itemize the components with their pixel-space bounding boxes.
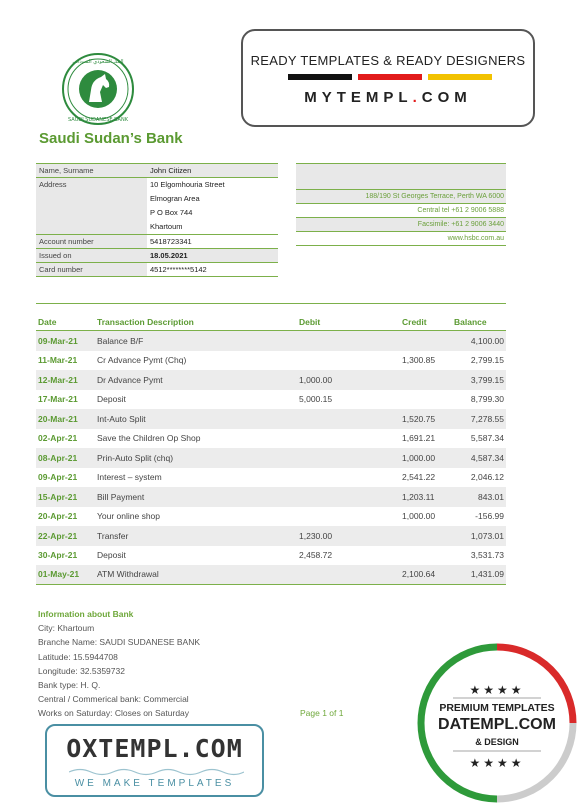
info-row-address: Address 10 Elgomhouria Street Elmogran Area P O Box 744 Khartoum: [36, 178, 278, 235]
row-balance: 4,587.34: [470, 452, 504, 463]
row-balance: 7,278.55: [470, 413, 504, 424]
header-debit: Debit: [299, 317, 321, 327]
contact-website: www.hsbc.com.au: [296, 232, 506, 246]
row-description: Save the Children Op Shop: [97, 433, 201, 444]
watermark-site: MYTEMPL.COM: [304, 89, 472, 106]
table-row: [36, 429, 506, 449]
bank-name: Saudi Sudan’s Bank: [39, 130, 183, 147]
row-description: Balance B/F: [97, 335, 144, 346]
row-description: Deposit: [97, 550, 126, 561]
info-row-name: Name, Surname John Citizen: [36, 163, 278, 178]
table-row: [36, 507, 506, 527]
about-line: Latitude: 15.5944708: [38, 651, 118, 662]
page-number: Page 1 of 1: [300, 708, 344, 718]
table-row: [36, 526, 506, 546]
customer-info-table: [36, 163, 278, 277]
seal-stars-bottom: ★★★★: [469, 756, 525, 770]
row-description: Dr Advance Pymt: [97, 374, 163, 385]
row-balance: 1,431.09: [470, 569, 504, 580]
row-debit: 2,458.72: [299, 550, 333, 561]
svg-text:البنك السعودي السوداني: البنك السعودي السوداني: [72, 59, 124, 65]
row-debit: 5,000.15: [299, 394, 333, 405]
transactions-body: [36, 331, 506, 585]
wave-icon: [69, 767, 244, 777]
row-credit: 1,000.00: [402, 452, 436, 463]
about-line: Works on Saturday: Closes on Saturday: [38, 708, 190, 719]
header-date: Date: [38, 317, 57, 327]
table-row: [36, 565, 506, 585]
row-description: Cr Advance Pymt (Chq): [97, 355, 187, 366]
row-credit: 2,541.22: [402, 472, 436, 483]
about-line: Longitude: 32.5359732: [38, 665, 125, 676]
row-credit: 1,691.21: [402, 433, 436, 444]
row-debit: 1,230.00: [299, 530, 333, 541]
row-date: 08-Apr-21: [38, 452, 78, 463]
row-date: 22-Apr-21: [38, 530, 78, 541]
datempl-seal: [413, 640, 580, 806]
header-balance: Balance: [454, 317, 487, 327]
row-credit: 1,000.00: [402, 511, 436, 522]
row-description: Bill Payment: [97, 491, 145, 502]
header-credit: Credit: [402, 317, 427, 327]
row-date: 02-Apr-21: [38, 433, 78, 444]
row-description: Transfer: [97, 530, 129, 541]
row-description: Your online shop: [97, 511, 161, 522]
row-debit: 1,000.00: [299, 374, 333, 385]
table-row: [36, 331, 506, 351]
row-balance: 3,531.73: [470, 550, 504, 561]
row-balance: 1,073.01: [470, 530, 504, 541]
table-row: [36, 448, 506, 468]
row-description: Int-Auto Split: [97, 413, 146, 424]
header-description: Transaction Description: [97, 317, 194, 327]
table-row: [36, 390, 506, 410]
table-row: [36, 370, 506, 390]
seal-line1: PREMIUM TEMPLATES: [439, 702, 555, 714]
row-date: 12-Mar-21: [38, 374, 78, 385]
mytempl-watermark: [241, 29, 535, 127]
table-row: [36, 409, 506, 429]
row-date: 09-Mar-21: [38, 335, 78, 346]
row-date: 20-Mar-21: [38, 413, 78, 424]
contact-central-tel: Central tel +61 2 9006 5888: [296, 204, 506, 218]
about-line: Central / Commerical bank: Commercial: [38, 694, 189, 705]
bank-information: [38, 607, 200, 721]
row-date: 01-May-21: [38, 569, 80, 580]
row-description: Interest – system: [97, 472, 162, 483]
watermark-color-bars: [288, 74, 492, 80]
row-balance: 2,046.12: [470, 472, 504, 483]
bank-information-title: Information about Bank: [38, 609, 134, 619]
contact-facsimile: Facsimile: +61 2 9006 3440: [296, 218, 506, 232]
table-row: [36, 487, 506, 507]
table-row: [36, 468, 506, 488]
row-date: 15-Apr-21: [38, 491, 78, 502]
transactions-header: [36, 304, 506, 331]
about-line: Bank type: H. Q.: [38, 680, 101, 691]
seal-stars-top: ★★★★: [469, 683, 525, 697]
oxtempl-subtitle: WE MAKE TEMPLATES: [74, 778, 235, 789]
info-row-issued: Issued on 18.05.2021: [36, 249, 278, 263]
row-date: 09-Apr-21: [38, 472, 78, 483]
row-credit: 1,203.11: [402, 491, 435, 502]
contact-spacer: [296, 163, 506, 190]
row-credit: 1,520.75: [402, 413, 436, 424]
info-row-card: Card number 4512********5142: [36, 263, 278, 277]
row-balance: 4,100.00: [470, 335, 504, 346]
row-description: ATM Withdrawal: [97, 569, 159, 580]
seal-line3: & DESIGN: [475, 737, 519, 747]
row-balance: 843.01: [478, 491, 504, 502]
transactions-table: [36, 303, 506, 585]
row-balance: -156.99: [475, 511, 504, 522]
bank-contact-table: [296, 163, 506, 246]
table-row: [36, 351, 506, 371]
about-line: Branche Name: SAUDI SUDANESE BANK: [38, 637, 201, 648]
row-credit: 2,100.64: [402, 569, 436, 580]
row-date: 17-Mar-21: [38, 394, 78, 405]
about-line: City: Khartoum: [38, 623, 95, 634]
row-credit: 1,300.85: [402, 355, 436, 366]
table-row: [36, 546, 506, 566]
svg-text:SAUDI SUDANESE BANK: SAUDI SUDANESE BANK: [68, 117, 128, 123]
contact-address: 188/190 St Georges Terrace, Perth WA 6000: [296, 190, 506, 204]
oxtempl-title: OXTEMPL.COM: [66, 734, 243, 763]
row-balance: 3,799.15: [470, 374, 504, 385]
row-date: 30-Apr-21: [38, 550, 78, 561]
row-date: 20-Apr-21: [38, 511, 78, 522]
row-balance: 5,587.34: [470, 433, 504, 444]
watermark-tagline: READY TEMPLATES & READY DESIGNERS: [250, 53, 526, 68]
row-date: 11-Mar-21: [38, 355, 78, 366]
seal-line2: DATEMPL.COM: [438, 716, 556, 733]
row-balance: 2,799.15: [470, 355, 504, 366]
info-row-account: Account number 5418723341: [36, 235, 278, 249]
row-description: Prin-Auto Split (chq): [97, 452, 174, 463]
row-description: Deposit: [97, 394, 126, 405]
oxtempl-watermark: [45, 724, 264, 797]
row-balance: 8,799.30: [470, 394, 504, 405]
bank-logo: [56, 52, 140, 126]
